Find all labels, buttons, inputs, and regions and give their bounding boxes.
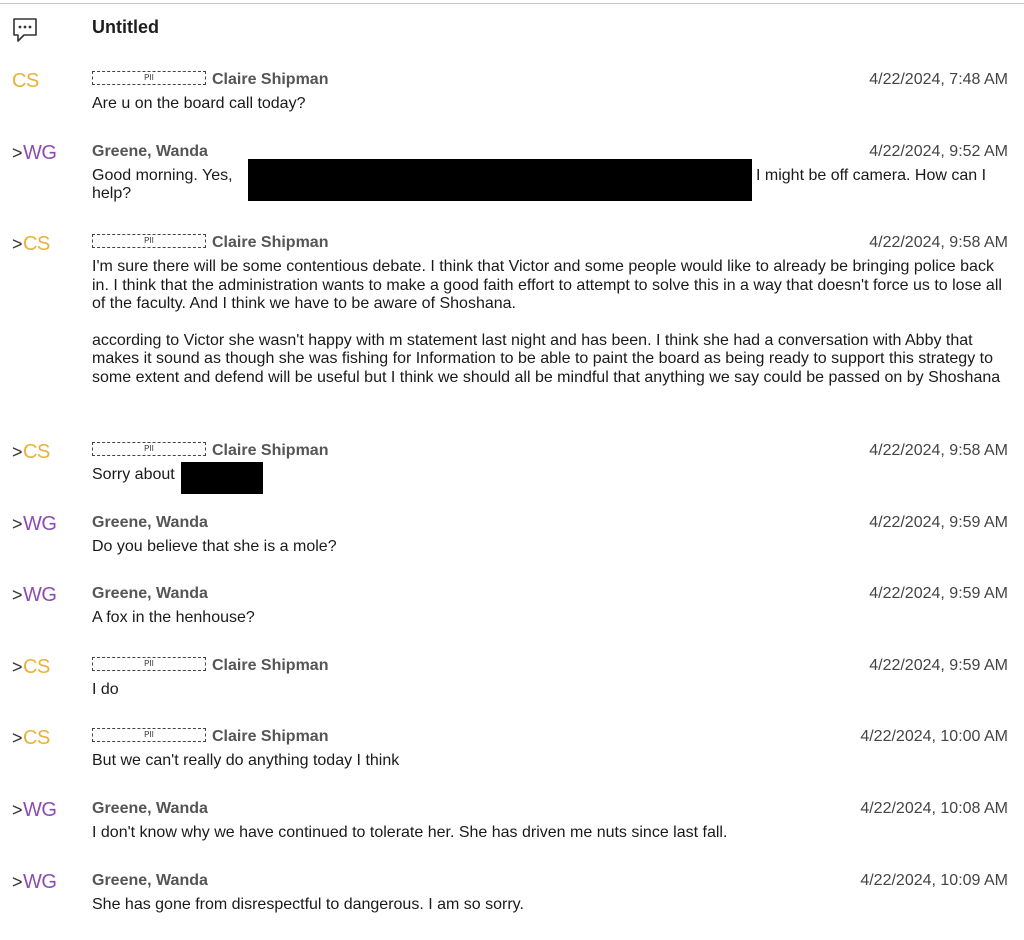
message-sender bbox=[92, 800, 208, 818]
message-text-part: Good morning. Yes, bbox=[92, 167, 233, 184]
message-text-part: I might be off camera. How can I bbox=[756, 167, 987, 184]
sender-name: Claire Shipman bbox=[212, 234, 329, 251]
avatar bbox=[12, 233, 50, 256]
reply-marker: > bbox=[12, 657, 23, 677]
reply-marker: > bbox=[12, 514, 23, 534]
message-sender bbox=[92, 657, 328, 675]
avatar bbox=[12, 70, 39, 93]
reply-marker: > bbox=[12, 872, 23, 892]
message-timestamp: 4/22/2024, 10:09 AM bbox=[860, 872, 1008, 889]
message-timestamp: 4/22/2024, 9:58 AM bbox=[869, 442, 1008, 459]
avatar-initials: CS bbox=[23, 233, 50, 255]
avatar bbox=[12, 799, 56, 822]
message-sender bbox=[92, 442, 328, 460]
message-sender bbox=[92, 585, 208, 603]
avatar bbox=[12, 441, 50, 464]
message-timestamp: 4/22/2024, 9:59 AM bbox=[869, 657, 1008, 674]
message-text: I do bbox=[92, 681, 119, 698]
message-text: She has gone from disrespectful to dangerous. I am so sorry. bbox=[92, 896, 524, 913]
message-sender bbox=[92, 71, 328, 89]
sender-name: Greene, Wanda bbox=[92, 143, 208, 160]
message-text: I don't know why we have continued to tolerate her. She has driven me nuts since last fall. bbox=[92, 824, 728, 841]
avatar bbox=[12, 656, 50, 679]
avatar-initials: WG bbox=[23, 142, 57, 164]
reply-marker: > bbox=[12, 728, 23, 748]
message-paragraph: according to Victor she wasn't happy with m statement last night and has been. I think she had a conversation with Abby that makes it sound as though she was fishing for Information to be able to paint the board as being ready to support this strategy to some extent and defend will be useful but I think we should all be mindful that anything we say could be passed on by Shoshana bbox=[92, 331, 1001, 386]
pii-redaction-box: PII bbox=[92, 442, 206, 456]
avatar-initials: WG bbox=[23, 584, 57, 606]
message-text-part: Sorry about bbox=[92, 466, 175, 483]
sender-name: Claire Shipman bbox=[212, 657, 329, 674]
message-text: A fox in the henhouse? bbox=[92, 609, 255, 626]
message-text: Are u on the board call today? bbox=[92, 95, 306, 112]
avatar bbox=[12, 584, 56, 607]
message-text bbox=[92, 159, 1007, 201]
message-timestamp: 4/22/2024, 7:48 AM bbox=[869, 71, 1008, 88]
sender-name: Claire Shipman bbox=[212, 728, 329, 745]
message-timestamp: 4/22/2024, 9:52 AM bbox=[869, 143, 1008, 160]
message-timestamp: 4/22/2024, 10:00 AM bbox=[860, 728, 1008, 745]
avatar-initials: CS bbox=[12, 70, 39, 92]
sender-name: Greene, Wanda bbox=[92, 800, 208, 817]
pii-redaction-box: PII bbox=[92, 657, 206, 671]
message-text bbox=[92, 466, 1007, 498]
message-sender bbox=[92, 514, 208, 532]
pii-redaction-box: PII bbox=[92, 71, 206, 85]
avatar-initials: WG bbox=[23, 871, 57, 893]
avatar-initials: CS bbox=[23, 656, 50, 678]
message-timestamp: 4/22/2024, 9:59 AM bbox=[869, 514, 1008, 531]
avatar-initials: CS bbox=[23, 441, 50, 463]
avatar bbox=[12, 727, 50, 750]
reply-marker: > bbox=[12, 442, 23, 462]
sender-name: Greene, Wanda bbox=[92, 585, 208, 602]
pii-redaction-box: PII bbox=[92, 234, 206, 248]
chat-bubble-icon bbox=[12, 17, 38, 43]
sender-name: Greene, Wanda bbox=[92, 514, 208, 531]
message-text: But we can't really do anything today I think bbox=[92, 752, 400, 769]
page-title: Untitled bbox=[92, 17, 159, 37]
avatar bbox=[12, 513, 56, 536]
message-sender bbox=[92, 728, 328, 746]
message-sender bbox=[92, 234, 328, 252]
sender-name: Claire Shipman bbox=[212, 71, 329, 88]
redaction-block bbox=[181, 462, 263, 494]
avatar-initials: CS bbox=[23, 727, 50, 749]
sender-name: Greene, Wanda bbox=[92, 872, 208, 889]
message-text bbox=[92, 258, 1007, 387]
conversation-header bbox=[0, 0, 1024, 62]
avatar-initials: WG bbox=[23, 799, 57, 821]
sender-name: Claire Shipman bbox=[212, 442, 329, 459]
reply-marker: > bbox=[12, 585, 23, 605]
avatar bbox=[12, 142, 56, 165]
redaction-block bbox=[248, 159, 752, 201]
message-timestamp: 4/22/2024, 9:59 AM bbox=[869, 585, 1008, 602]
avatar bbox=[12, 871, 56, 894]
avatar-initials: WG bbox=[23, 513, 57, 535]
reply-marker: > bbox=[12, 234, 23, 254]
message-timestamp: 4/22/2024, 9:58 AM bbox=[869, 234, 1008, 251]
pii-redaction-box: PII bbox=[92, 728, 206, 742]
reply-marker: > bbox=[12, 800, 23, 820]
message-sender bbox=[92, 872, 208, 890]
message-timestamp: 4/22/2024, 10:08 AM bbox=[860, 800, 1008, 817]
message-text-part: help? bbox=[92, 185, 132, 202]
reply-marker: > bbox=[12, 143, 23, 163]
message-text: Do you believe that she is a mole? bbox=[92, 538, 337, 555]
message-paragraph: I'm sure there will be some contentious debate. I think that Victor and some people would like to already be bringing police back in. I think that the administration wants to make a good faith effort to attempt to solve this in a way that doesn't force us to lose all of the faculty. And I think we have to be aware of Shoshana. bbox=[92, 258, 1002, 312]
